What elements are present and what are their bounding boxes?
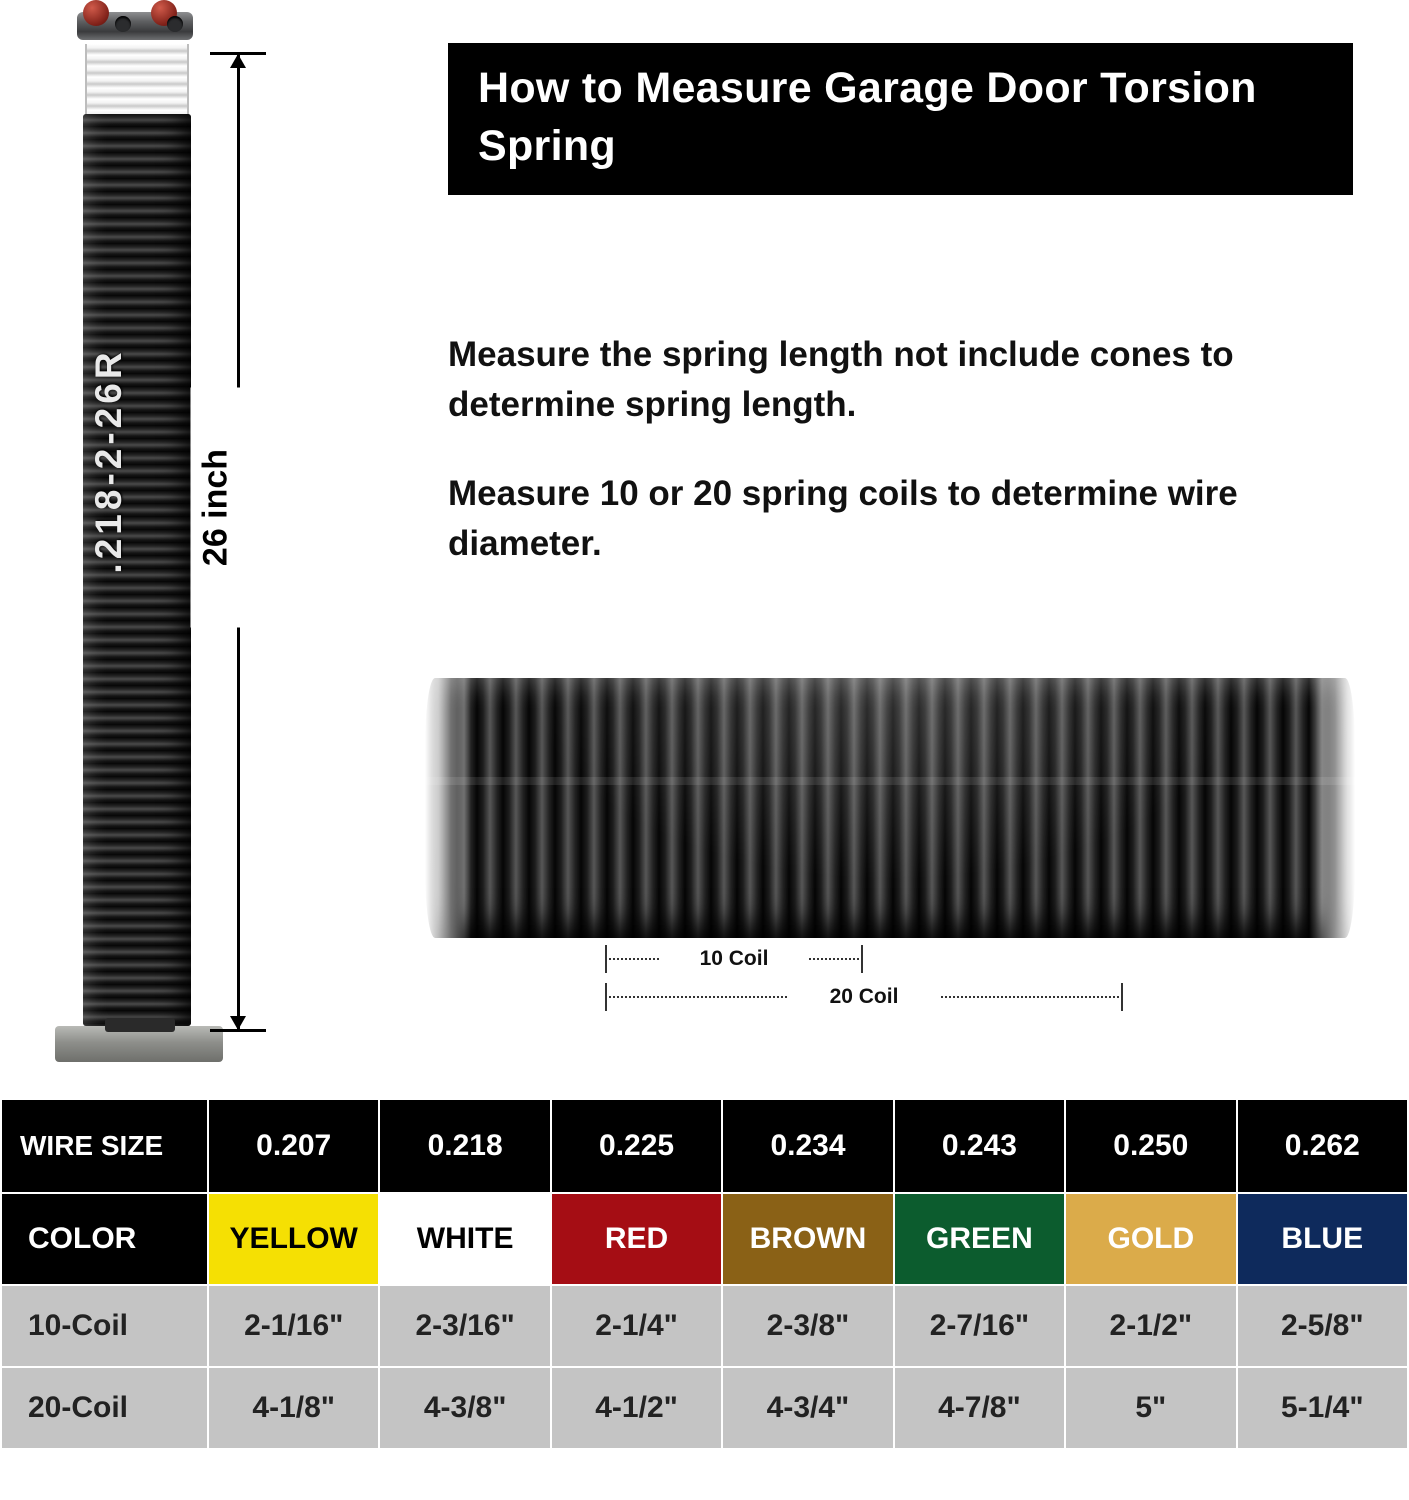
color-cell: WHITE [379, 1193, 550, 1285]
coil-10-cap-right [861, 945, 863, 973]
dimension-arrow-up-icon [230, 54, 246, 68]
row-header-coil20: 20-Coil [1, 1367, 208, 1449]
color-cell: GREEN [894, 1193, 1065, 1285]
table-row [1, 1193, 1408, 1285]
table-row [1, 1367, 1408, 1449]
color-cell: BLUE [1237, 1193, 1408, 1285]
coil20-cell: 5" [1065, 1367, 1236, 1449]
wire-size-cell: 0.207 [208, 1099, 379, 1193]
spring-fade-right [1309, 678, 1355, 938]
dimension-arrow-down-icon [230, 1016, 246, 1030]
wire-size-cell: 0.234 [722, 1099, 893, 1193]
wire-size-cell: 0.218 [379, 1099, 550, 1193]
coil10-cell: 2-7/16" [894, 1285, 1065, 1367]
table-row [1, 1285, 1408, 1367]
page-title: How to Measure Garage Door Torsion Spring [478, 64, 1257, 171]
coil-20-label: 20 Coil [789, 983, 939, 1011]
spring-black-coils [83, 114, 191, 1026]
cone-hole-icon [167, 16, 183, 32]
instruction-line-1: Measure the spring length not include cones to determine spring length. [448, 335, 1234, 424]
coil10-cell: 2-3/16" [379, 1285, 550, 1367]
coil10-cell: 2-1/2" [1065, 1285, 1236, 1367]
coil20-cell: 5-1/4" [1237, 1367, 1408, 1449]
instruction-line-2: Measure 10 or 20 spring coils to determine wire diameter. [448, 474, 1238, 564]
coil10-cell: 2-5/8" [1237, 1285, 1408, 1367]
coil-10-dimension [605, 945, 863, 975]
coil20-cell: 4-3/8" [379, 1367, 550, 1449]
color-cell: YELLOW [208, 1193, 379, 1285]
coil-20-dimension [605, 983, 1123, 1013]
coil-10-label: 10 Coil [659, 945, 809, 973]
coil20-cell: 4-1/2" [551, 1367, 722, 1449]
cone-bolt-icon [83, 0, 109, 26]
horizontal-spring-illustration [425, 678, 1355, 938]
table-row [1, 1099, 1408, 1193]
spring-cone [77, 2, 193, 48]
wire-size-cell: 0.243 [894, 1099, 1065, 1193]
wire-size-cell: 0.262 [1237, 1099, 1408, 1193]
color-cell: GOLD [1065, 1193, 1236, 1285]
coil10-cell: 2-3/8" [722, 1285, 893, 1367]
spring-body-label: .218-2-26R [88, 348, 129, 574]
coil20-cell: 4-7/8" [894, 1367, 1065, 1449]
spring-white-coils [85, 44, 189, 116]
spring-length-dimension [176, 52, 276, 1032]
wire-size-cell: 0.225 [551, 1099, 722, 1193]
coil10-cell: 2-1/16" [208, 1285, 379, 1367]
row-header-coil10: 10-Coil [1, 1285, 208, 1367]
spring-fade-left [425, 678, 471, 938]
wire-size-color-table [0, 1098, 1409, 1450]
coil20-cell: 4-3/4" [722, 1367, 893, 1449]
row-header-wire-size: WIRE SIZE [1, 1099, 208, 1193]
color-cell: RED [551, 1193, 722, 1285]
coil-20-cap-left [605, 983, 607, 1011]
cone-hole-icon [115, 16, 131, 32]
title-banner [448, 43, 1353, 195]
wire-size-cell: 0.250 [1065, 1099, 1236, 1193]
coil10-cell: 2-1/4" [551, 1285, 722, 1367]
instructions-block [448, 330, 1373, 609]
row-header-color: COLOR [1, 1193, 208, 1285]
dimension-label: 26 inch [191, 388, 242, 628]
color-cell: BROWN [722, 1193, 893, 1285]
coil-10-cap-left [605, 945, 607, 973]
coil-20-cap-right [1121, 983, 1123, 1011]
coil20-cell: 4-1/8" [208, 1367, 379, 1449]
